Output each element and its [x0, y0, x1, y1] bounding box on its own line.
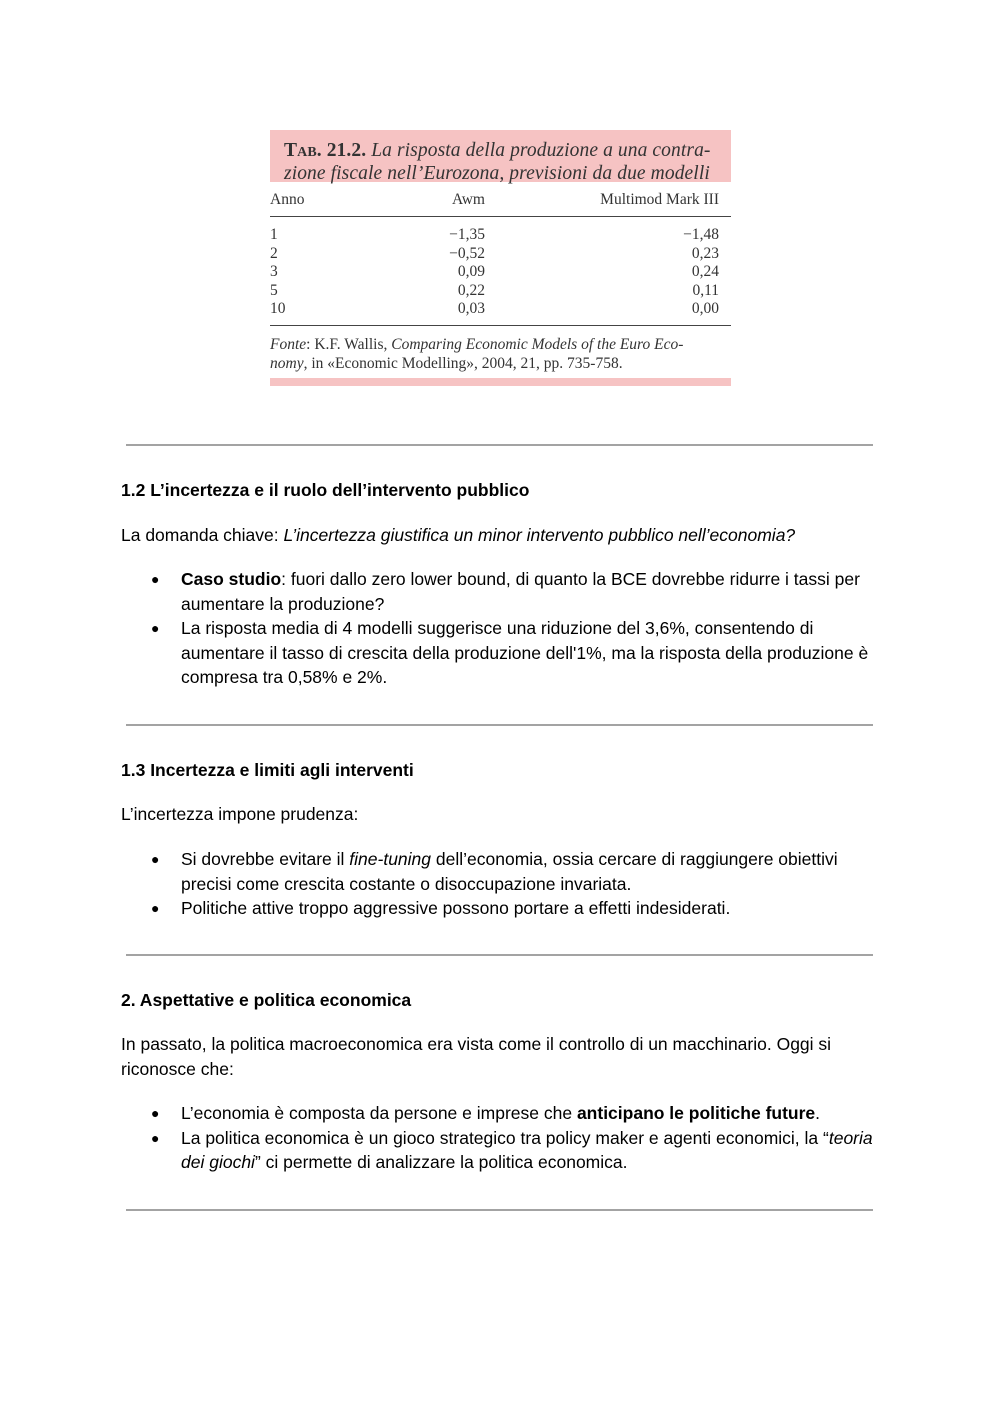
bullet-icon: ●	[151, 851, 160, 867]
table-figure	[270, 130, 731, 386]
table-cell: 3	[270, 263, 278, 280]
bullet-icon: ●	[151, 1105, 160, 1121]
list-item: ● Caso studio: fuori dallo zero lower bound, di quanto la BCE dovrebbe ridurre i tassi per aumentare la produzione?	[151, 569, 860, 614]
section-2-intro: In passato, la politica macroeconomica era vista come il controllo di un macchinario. Oggi si riconosce che:	[121, 1034, 832, 1079]
bullet-icon: ●	[151, 900, 160, 916]
section-heading-2: 2. Aspettative e politica economica	[121, 990, 412, 1010]
section-1-2-intro: La domanda chiave: L’incertezza giustifica un minor intervento pubblico nell’economia?	[121, 525, 796, 545]
section-heading-1-3: 1.3 Incertezza e limiti agli interventi	[121, 760, 414, 780]
bullet-icon: ●	[151, 1129, 160, 1146]
table-row	[270, 282, 731, 301]
table-cell: −0,52	[449, 244, 485, 262]
table-header-cell: Anno	[270, 191, 305, 208]
horizontal-rule	[126, 954, 873, 956]
table-cell: −1,48	[683, 226, 719, 243]
table-label: Tab. 21.2.	[284, 140, 367, 161]
source-rest: , in «Economic Modelling», 2004, 21, pp. 735-758.	[303, 354, 623, 372]
horizontal-rule	[126, 724, 873, 726]
bullet-icon: ●	[151, 620, 160, 636]
table-title-line2: zione fiscale nell’Eurozona, previsioni da due modelli	[284, 163, 710, 184]
section-1-2-list	[121, 567, 881, 690]
source-author: : K.F. Wallis,	[306, 335, 392, 353]
table-row	[270, 226, 731, 245]
list-item: ● Si dovrebbe evitare il fine-tuning dell’economia, ossia cercare di raggiungere obiettivi precisi come crescita costante o disoccupazione invariata.	[151, 849, 838, 894]
table-footer-bar	[270, 378, 731, 386]
table-row	[270, 300, 731, 319]
table-row	[270, 245, 731, 264]
table-cell: 0,11	[692, 281, 719, 299]
table-title-line1: La risposta della produzione a una contra-	[371, 140, 711, 161]
table-cell: 0,00	[691, 300, 719, 317]
bullet-icon: ●	[151, 571, 160, 587]
table-cell: 10	[270, 300, 286, 317]
table-cell: 0,23	[691, 244, 719, 262]
section-heading-1-2: 1.2 L’incertezza e il ruolo dell’intervento pubblico	[121, 480, 530, 500]
table-cell: 0,03	[457, 300, 485, 317]
source-work-line1: Comparing Economic Models of the Euro Eco-	[391, 335, 684, 353]
section-1-3-list	[121, 847, 881, 921]
horizontal-rule	[126, 444, 873, 446]
table-header-cell: Multimod Mark III	[600, 191, 719, 208]
list-item: ● Politiche attive troppo aggressive possono portare a effetti indesiderati.	[121, 896, 881, 921]
table-caption	[270, 130, 731, 182]
source-label: Fonte	[270, 335, 307, 353]
section-1-3-intro: L’incertezza impone prudenza:	[121, 804, 359, 824]
table-cell: 2	[270, 244, 278, 262]
table-cell: 5	[270, 281, 278, 299]
list-item: ● La risposta media di 4 modelli suggerisce una riduzione del 3,6%, consentendo di aumentare il tasso di crescita della produzione dell'1%, ma la risposta della produzione è compresa tra 0,58% e 2%.	[151, 618, 869, 687]
table-cell: −1,35	[449, 226, 485, 243]
source-work-line2: nomy	[270, 354, 304, 372]
table-cell: 1	[270, 226, 278, 243]
table-header-cell: Awm	[451, 191, 485, 208]
list-item: ● La politica economica è un gioco strategico tra policy maker e agenti economici, la “teoria dei giochi” ci permette di analizzare la politica economica.	[151, 1127, 873, 1172]
table-source-note	[270, 326, 731, 378]
list-item: ● L’economia è composta da persone e imprese che anticipano le politiche future.	[121, 1101, 881, 1126]
table-header-row	[270, 182, 731, 217]
table-body	[270, 217, 731, 326]
key-question: L’incertezza giustifica un minor intervento pubblico nell’economia?	[283, 525, 796, 545]
table-cell: 0,24	[691, 263, 719, 280]
table-cell: 0,22	[457, 281, 485, 299]
table-cell: 0,09	[457, 263, 485, 280]
table-row	[270, 263, 731, 282]
section-2-list	[121, 1101, 881, 1175]
horizontal-rule	[126, 1209, 873, 1211]
